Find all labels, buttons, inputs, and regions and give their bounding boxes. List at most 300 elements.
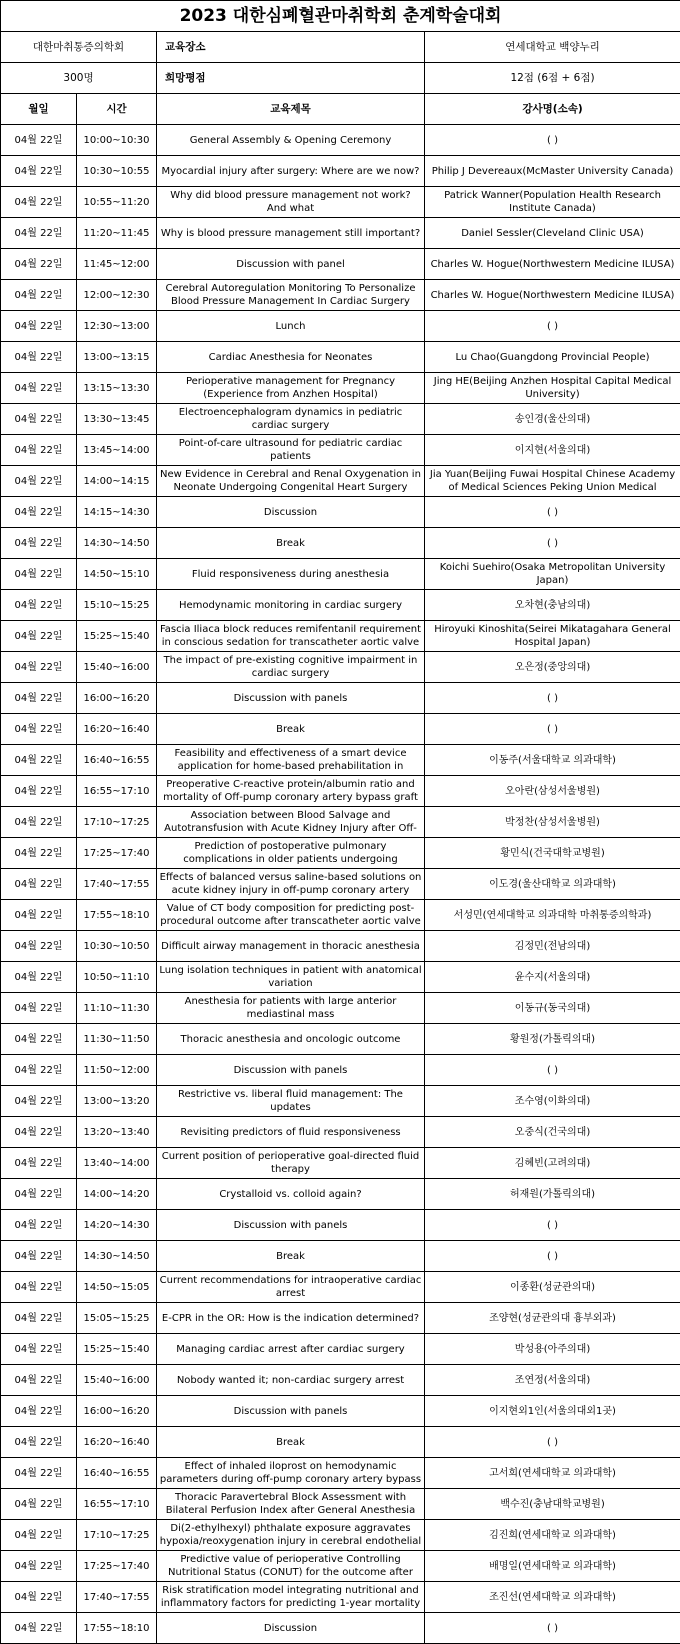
cell-title xyxy=(157,249,425,280)
cell-speaker xyxy=(425,1272,680,1303)
cell-title xyxy=(157,187,425,218)
cell-date xyxy=(1,869,77,900)
cell-title xyxy=(157,621,425,652)
cell-title xyxy=(157,807,425,838)
cell-title-text: Point-of-care ultrasound for pediatric cardiac patients xyxy=(159,437,422,463)
cell-date xyxy=(1,621,77,652)
cell-title-text: Break xyxy=(159,723,422,736)
cell-speaker xyxy=(425,683,680,714)
cell-title-text: Cerebral Autoregulation Monitoring To Personalize Blood Pressure Management In Cardiac Surgery xyxy=(159,282,422,308)
cell-speaker xyxy=(425,1458,680,1489)
cell-title xyxy=(157,404,425,435)
table-row xyxy=(1,993,680,1024)
cell-title-text: Discussion xyxy=(159,1622,422,1635)
cell-speaker-text: 조수영(이화의대) xyxy=(427,1095,678,1108)
cell-title xyxy=(157,1086,425,1117)
cell-date-text: 04월 22일 xyxy=(3,1405,74,1418)
cell-speaker-text: 고서희(연세대학교 의과대학) xyxy=(427,1467,678,1480)
cell-speaker-text: ( ) xyxy=(427,723,678,736)
cell-title xyxy=(157,1272,425,1303)
cell-date xyxy=(1,807,77,838)
page-title: 2023 대한심폐혈관마취학회 춘계학술대회 xyxy=(1,1,680,32)
cell-title-text: Association between Blood Salvage and Autotransfusion with Acute Kidney Injury after Off- xyxy=(159,809,422,835)
cell-speaker xyxy=(425,652,680,683)
cell-speaker-text: 이동규(동국의대) xyxy=(427,1002,678,1015)
cell-title xyxy=(157,900,425,931)
cell-time xyxy=(77,745,157,776)
cell-time xyxy=(77,1241,157,1272)
cell-date-text: 04월 22일 xyxy=(3,1095,74,1108)
cell-time xyxy=(77,1458,157,1489)
table-row xyxy=(1,869,680,900)
cell-speaker xyxy=(425,1582,680,1613)
cell-date-text: 04월 22일 xyxy=(3,537,74,550)
cell-time xyxy=(77,559,157,590)
table-row xyxy=(1,373,680,404)
cell-speaker xyxy=(425,590,680,621)
cell-date-text: 04월 22일 xyxy=(3,1157,74,1170)
cell-speaker-text: 조양현(성균관의대 흉부외과) xyxy=(427,1312,678,1325)
cell-title xyxy=(157,1241,425,1272)
cell-date-text: 04월 22일 xyxy=(3,1219,74,1232)
cell-title xyxy=(157,652,425,683)
cell-time xyxy=(77,497,157,528)
cell-time-text: 15:05~15:25 xyxy=(79,1312,154,1325)
cell-title-text: The impact of pre-existing cognitive impairment in cardiac surgery xyxy=(159,654,422,680)
cell-speaker-text: 오은정(중앙의대) xyxy=(427,661,678,674)
cell-time-text: 15:40~16:00 xyxy=(79,1374,154,1387)
cell-date-text: 04월 22일 xyxy=(3,1002,74,1015)
table-row xyxy=(1,1365,680,1396)
cell-speaker xyxy=(425,621,680,652)
cell-date xyxy=(1,497,77,528)
cell-speaker xyxy=(425,497,680,528)
cell-speaker xyxy=(425,1520,680,1551)
cell-speaker xyxy=(425,1241,680,1272)
cell-speaker-text: 오차현(충남의대) xyxy=(427,599,678,612)
cell-title xyxy=(157,559,425,590)
cell-speaker-text: 김정민(전남의대) xyxy=(427,940,678,953)
cell-time xyxy=(77,1613,157,1644)
cell-speaker-text: 박성용(아주의대) xyxy=(427,1343,678,1356)
cell-date-text: 04월 22일 xyxy=(3,196,74,209)
cell-time xyxy=(77,962,157,993)
table-row xyxy=(1,187,680,218)
cell-time-text: 14:00~14:15 xyxy=(79,475,154,488)
cell-date xyxy=(1,1582,77,1613)
cell-speaker-text: Patrick Wanner(Population Health Research Institute Canada) xyxy=(427,189,678,215)
cell-speaker xyxy=(425,404,680,435)
cell-speaker-text: ( ) xyxy=(427,537,678,550)
header-title: 교육제목 xyxy=(157,94,425,125)
table-row xyxy=(1,1303,680,1334)
cell-date-text: 04월 22일 xyxy=(3,1281,74,1294)
cell-title-text: Preoperative C-reactive protein/albumin ratio and mortality of Off-pump coronary artery bypass graft xyxy=(159,778,422,804)
cell-date-text: 04월 22일 xyxy=(3,506,74,519)
cell-title-text: Break xyxy=(159,1436,422,1449)
cell-time xyxy=(77,807,157,838)
cell-speaker xyxy=(425,1551,680,1582)
cell-title-text: Lung isolation techniques in patient with anatomical variation xyxy=(159,964,422,990)
capacity-value: 300명 xyxy=(1,63,157,94)
cell-time xyxy=(77,1210,157,1241)
cell-title-text: Fluid responsiveness during anesthesia xyxy=(159,568,422,581)
cell-title xyxy=(157,1117,425,1148)
cell-title xyxy=(157,1303,425,1334)
cell-time-text: 13:20~13:40 xyxy=(79,1126,154,1139)
table-row xyxy=(1,404,680,435)
cell-time xyxy=(77,1117,157,1148)
cell-speaker-text: 배명일(연세대학교 의과대학) xyxy=(427,1560,678,1573)
cell-title xyxy=(157,373,425,404)
cell-speaker xyxy=(425,1334,680,1365)
table-row xyxy=(1,1179,680,1210)
cell-date xyxy=(1,280,77,311)
cell-title xyxy=(157,962,425,993)
cell-time xyxy=(77,1024,157,1055)
table-row xyxy=(1,683,680,714)
organizer-value: 대한마취통증의학회 xyxy=(1,32,157,63)
cell-time-text: 11:10~11:30 xyxy=(79,1002,154,1015)
cell-date-text: 04월 22일 xyxy=(3,320,74,333)
cell-title xyxy=(157,745,425,776)
cell-time xyxy=(77,900,157,931)
cell-time-text: 17:55~18:10 xyxy=(79,909,154,922)
cell-time xyxy=(77,1582,157,1613)
cell-speaker xyxy=(425,280,680,311)
cell-title-text: New Evidence in Cerebral and Renal Oxygenation in Neonate Undergoing Congenital Heart Surgery xyxy=(159,468,422,494)
cell-title xyxy=(157,1179,425,1210)
cell-date xyxy=(1,156,77,187)
cell-title xyxy=(157,714,425,745)
cell-speaker xyxy=(425,1055,680,1086)
cell-speaker-text: Charles W. Hogue(Northwestern Medicine ILUSA) xyxy=(427,289,678,302)
cell-time-text: 10:55~11:20 xyxy=(79,196,154,209)
cell-title xyxy=(157,1520,425,1551)
cell-time-text: 17:25~17:40 xyxy=(79,1560,154,1573)
cell-date-text: 04월 22일 xyxy=(3,227,74,240)
table-row xyxy=(1,745,680,776)
cell-date xyxy=(1,1396,77,1427)
cell-speaker-text: 허재원(가톨릭의대) xyxy=(427,1188,678,1201)
cell-title xyxy=(157,1582,425,1613)
cell-date xyxy=(1,745,77,776)
cell-date-text: 04월 22일 xyxy=(3,134,74,147)
cell-title-text: Feasibility and effectiveness of a smart device application for home-based prehabilitation in xyxy=(159,747,422,773)
cell-speaker xyxy=(425,1148,680,1179)
cell-date-text: 04월 22일 xyxy=(3,816,74,829)
cell-speaker xyxy=(425,435,680,466)
cell-date-text: 04월 22일 xyxy=(3,1250,74,1263)
cell-time xyxy=(77,869,157,900)
table-header-row xyxy=(1,94,680,125)
cell-time-text: 15:25~15:40 xyxy=(79,1343,154,1356)
cell-time-text: 16:55~17:10 xyxy=(79,785,154,798)
cell-title-text: E-CPR in the OR: How is the indication determined? xyxy=(159,1312,422,1325)
cell-date-text: 04월 22일 xyxy=(3,630,74,643)
cell-title-text: Discussion xyxy=(159,506,422,519)
cell-title xyxy=(157,1613,425,1644)
cell-speaker xyxy=(425,807,680,838)
cell-title-text: Break xyxy=(159,537,422,550)
table-row xyxy=(1,931,680,962)
cell-title xyxy=(157,1334,425,1365)
cell-date xyxy=(1,342,77,373)
table-row xyxy=(1,621,680,652)
table-row xyxy=(1,1148,680,1179)
table-row xyxy=(1,1055,680,1086)
table-row xyxy=(1,590,680,621)
cell-time-text: 15:25~15:40 xyxy=(79,630,154,643)
cell-time-text: 15:10~15:25 xyxy=(79,599,154,612)
cell-speaker xyxy=(425,1489,680,1520)
cell-date xyxy=(1,218,77,249)
cell-time-text: 16:20~16:40 xyxy=(79,1436,154,1449)
cell-speaker xyxy=(425,1396,680,1427)
cell-speaker xyxy=(425,962,680,993)
cell-date xyxy=(1,373,77,404)
cell-speaker xyxy=(425,993,680,1024)
cell-time-text: 14:50~15:10 xyxy=(79,568,154,581)
cell-speaker xyxy=(425,187,680,218)
cell-title xyxy=(157,869,425,900)
cell-title xyxy=(157,1148,425,1179)
table-row xyxy=(1,1582,680,1613)
cell-title xyxy=(157,838,425,869)
cell-time xyxy=(77,373,157,404)
cell-speaker-text: ( ) xyxy=(427,1436,678,1449)
cell-date-text: 04월 22일 xyxy=(3,382,74,395)
table-row xyxy=(1,1272,680,1303)
cell-time xyxy=(77,156,157,187)
cell-date-text: 04월 22일 xyxy=(3,1343,74,1356)
cell-speaker-text: 윤수지(서울의대) xyxy=(427,971,678,984)
table-row xyxy=(1,1210,680,1241)
cell-title-text: Current position of perioperative goal-directed fluid therapy xyxy=(159,1150,422,1176)
cell-time xyxy=(77,1179,157,1210)
cell-date xyxy=(1,559,77,590)
cell-time xyxy=(77,280,157,311)
cell-speaker-text: 이도경(울산대학교 의과대학) xyxy=(427,878,678,891)
cell-title xyxy=(157,528,425,559)
cell-title-text: Managing cardiac arrest after cardiac surgery xyxy=(159,1343,422,1356)
cell-title-text: Difficult airway management in thoracic anesthesia xyxy=(159,940,422,953)
cell-title-text: Cardiac Anesthesia for Neonates xyxy=(159,351,422,364)
cell-title xyxy=(157,1365,425,1396)
cell-speaker xyxy=(425,125,680,156)
cell-time xyxy=(77,342,157,373)
cell-speaker xyxy=(425,249,680,280)
cell-date xyxy=(1,993,77,1024)
cell-speaker-text: ( ) xyxy=(427,506,678,519)
cell-date xyxy=(1,249,77,280)
cell-time-text: 16:40~16:55 xyxy=(79,1467,154,1480)
cell-date-text: 04월 22일 xyxy=(3,1312,74,1325)
cell-title-text: Why is blood pressure management still important? xyxy=(159,227,422,240)
cell-date-text: 04월 22일 xyxy=(3,165,74,178)
cell-speaker xyxy=(425,342,680,373)
cell-time-text: 10:00~10:30 xyxy=(79,134,154,147)
cell-time xyxy=(77,404,157,435)
cell-speaker xyxy=(425,466,680,497)
cell-speaker xyxy=(425,1427,680,1458)
cell-speaker-text: 조연정(서울의대) xyxy=(427,1374,678,1387)
cell-date xyxy=(1,931,77,962)
cell-date-text: 04월 22일 xyxy=(3,878,74,891)
cell-date xyxy=(1,683,77,714)
cell-time xyxy=(77,621,157,652)
table-row xyxy=(1,652,680,683)
cell-title xyxy=(157,1396,425,1427)
cell-title-text: Thoracic Paravertebral Block Assessment with Bilateral Perfusion Index after General Anesthesia xyxy=(159,1491,422,1517)
venue-value: 연세대학교 백양누리 xyxy=(425,32,680,63)
cell-speaker-text: ( ) xyxy=(427,134,678,147)
cell-title xyxy=(157,435,425,466)
cell-time xyxy=(77,1427,157,1458)
cell-date xyxy=(1,1086,77,1117)
cell-speaker-text: 김진희(연세대학교 의과대학) xyxy=(427,1529,678,1542)
cell-speaker xyxy=(425,218,680,249)
cell-speaker xyxy=(425,1179,680,1210)
cell-speaker-text: ( ) xyxy=(427,1622,678,1635)
cell-time xyxy=(77,218,157,249)
cell-title xyxy=(157,1024,425,1055)
cell-time-text: 17:40~17:55 xyxy=(79,1591,154,1604)
cell-time-text: 11:30~11:50 xyxy=(79,1033,154,1046)
cell-time-text: 13:00~13:15 xyxy=(79,351,154,364)
cell-time xyxy=(77,1489,157,1520)
cell-date xyxy=(1,962,77,993)
cell-time xyxy=(77,1055,157,1086)
cell-speaker-text: ( ) xyxy=(427,1250,678,1263)
cell-date xyxy=(1,838,77,869)
cell-date xyxy=(1,1055,77,1086)
cell-title-text: Di(2-ethylhexyl) phthalate exposure aggravates hypoxia/reoxygenation injury in cerebral endothelial xyxy=(159,1522,422,1548)
cell-date-text: 04월 22일 xyxy=(3,599,74,612)
cell-time-text: 13:15~13:30 xyxy=(79,382,154,395)
cell-time xyxy=(77,1272,157,1303)
cell-title xyxy=(157,125,425,156)
table-row xyxy=(1,1427,680,1458)
cell-date-text: 04월 22일 xyxy=(3,1560,74,1573)
cell-time-text: 17:40~17:55 xyxy=(79,878,154,891)
cell-title xyxy=(157,497,425,528)
cell-date xyxy=(1,1520,77,1551)
cell-title xyxy=(157,218,425,249)
cell-date-text: 04월 22일 xyxy=(3,940,74,953)
cell-title-text: Discussion with panels xyxy=(159,1405,422,1418)
cell-date-text: 04월 22일 xyxy=(3,351,74,364)
table-row xyxy=(1,1117,680,1148)
cell-time xyxy=(77,1520,157,1551)
cell-time-text: 13:40~14:00 xyxy=(79,1157,154,1170)
cell-date-text: 04월 22일 xyxy=(3,909,74,922)
cell-date xyxy=(1,776,77,807)
cell-time-text: 17:55~18:10 xyxy=(79,1622,154,1635)
cell-time xyxy=(77,1334,157,1365)
table-row xyxy=(1,1024,680,1055)
cell-date xyxy=(1,1179,77,1210)
cell-speaker-text: 오중식(건국의대) xyxy=(427,1126,678,1139)
cell-speaker xyxy=(425,1613,680,1644)
table-row xyxy=(1,249,680,280)
cell-time xyxy=(77,652,157,683)
cell-speaker xyxy=(425,1303,680,1334)
cell-time-text: 14:50~15:05 xyxy=(79,1281,154,1294)
cell-date-text: 04월 22일 xyxy=(3,661,74,674)
cell-time xyxy=(77,838,157,869)
cell-date-text: 04월 22일 xyxy=(3,1467,74,1480)
cell-date-text: 04월 22일 xyxy=(3,1529,74,1542)
cell-time-text: 10:50~11:10 xyxy=(79,971,154,984)
cell-date-text: 04월 22일 xyxy=(3,723,74,736)
cell-date-text: 04월 22일 xyxy=(3,1498,74,1511)
cell-title-text: Predictive value of perioperative Controlling Nutritional Status (CONUT) for the outcome after xyxy=(159,1553,422,1579)
cell-date-text: 04월 22일 xyxy=(3,1374,74,1387)
table-row xyxy=(1,435,680,466)
cell-date-text: 04월 22일 xyxy=(3,1591,74,1604)
cell-speaker-text: Jing HE(Beijing Anzhen Hospital Capital Medical University) xyxy=(427,375,678,401)
cell-title xyxy=(157,1427,425,1458)
cell-speaker-text: 백수진(충남대학교병원) xyxy=(427,1498,678,1511)
table-row xyxy=(1,1396,680,1427)
cell-date xyxy=(1,1427,77,1458)
cell-time xyxy=(77,931,157,962)
cell-speaker xyxy=(425,745,680,776)
table-row xyxy=(1,776,680,807)
cell-speaker xyxy=(425,1086,680,1117)
cell-speaker-text: ( ) xyxy=(427,1219,678,1232)
cell-date-text: 04월 22일 xyxy=(3,568,74,581)
cell-speaker-text: 조진선(연세대학교 의과대학) xyxy=(427,1591,678,1604)
cell-time xyxy=(77,1303,157,1334)
cell-speaker xyxy=(425,1024,680,1055)
cell-time xyxy=(77,714,157,745)
cell-date xyxy=(1,435,77,466)
cell-speaker xyxy=(425,838,680,869)
cell-date-text: 04월 22일 xyxy=(3,1188,74,1201)
cell-time-text: 17:10~17:25 xyxy=(79,1529,154,1542)
cell-date-text: 04월 22일 xyxy=(3,971,74,984)
cell-date-text: 04월 22일 xyxy=(3,785,74,798)
cell-title-text: Thoracic anesthesia and oncologic outcome xyxy=(159,1033,422,1046)
cell-time xyxy=(77,528,157,559)
cell-title-text: Nobody wanted it; non-cardiac surgery arrest xyxy=(159,1374,422,1387)
cell-date-text: 04월 22일 xyxy=(3,754,74,767)
cell-speaker-text: Lu Chao(Guangdong Provincial People) xyxy=(427,351,678,364)
cell-title-text: General Assembly & Opening Ceremony xyxy=(159,134,422,147)
points-label: 희망평점 xyxy=(157,63,425,94)
cell-date-text: 04월 22일 xyxy=(3,258,74,271)
cell-title-text: Discussion with panels xyxy=(159,1064,422,1077)
cell-speaker-text: Hiroyuki Kinoshita(Seirei Mikatagahara General Hospital Japan) xyxy=(427,623,678,649)
cell-time xyxy=(77,125,157,156)
cell-time-text: 16:00~16:20 xyxy=(79,1405,154,1418)
cell-title xyxy=(157,1551,425,1582)
cell-date xyxy=(1,652,77,683)
cell-title xyxy=(157,1055,425,1086)
table-row xyxy=(1,1613,680,1644)
cell-title xyxy=(157,1489,425,1520)
cell-time xyxy=(77,683,157,714)
cell-time xyxy=(77,590,157,621)
cell-time-text: 15:40~16:00 xyxy=(79,661,154,674)
cell-date xyxy=(1,1489,77,1520)
table-row xyxy=(1,497,680,528)
cell-time-text: 11:20~11:45 xyxy=(79,227,154,240)
header-date: 월일 xyxy=(1,94,77,125)
cell-time-text: 12:30~13:00 xyxy=(79,320,154,333)
